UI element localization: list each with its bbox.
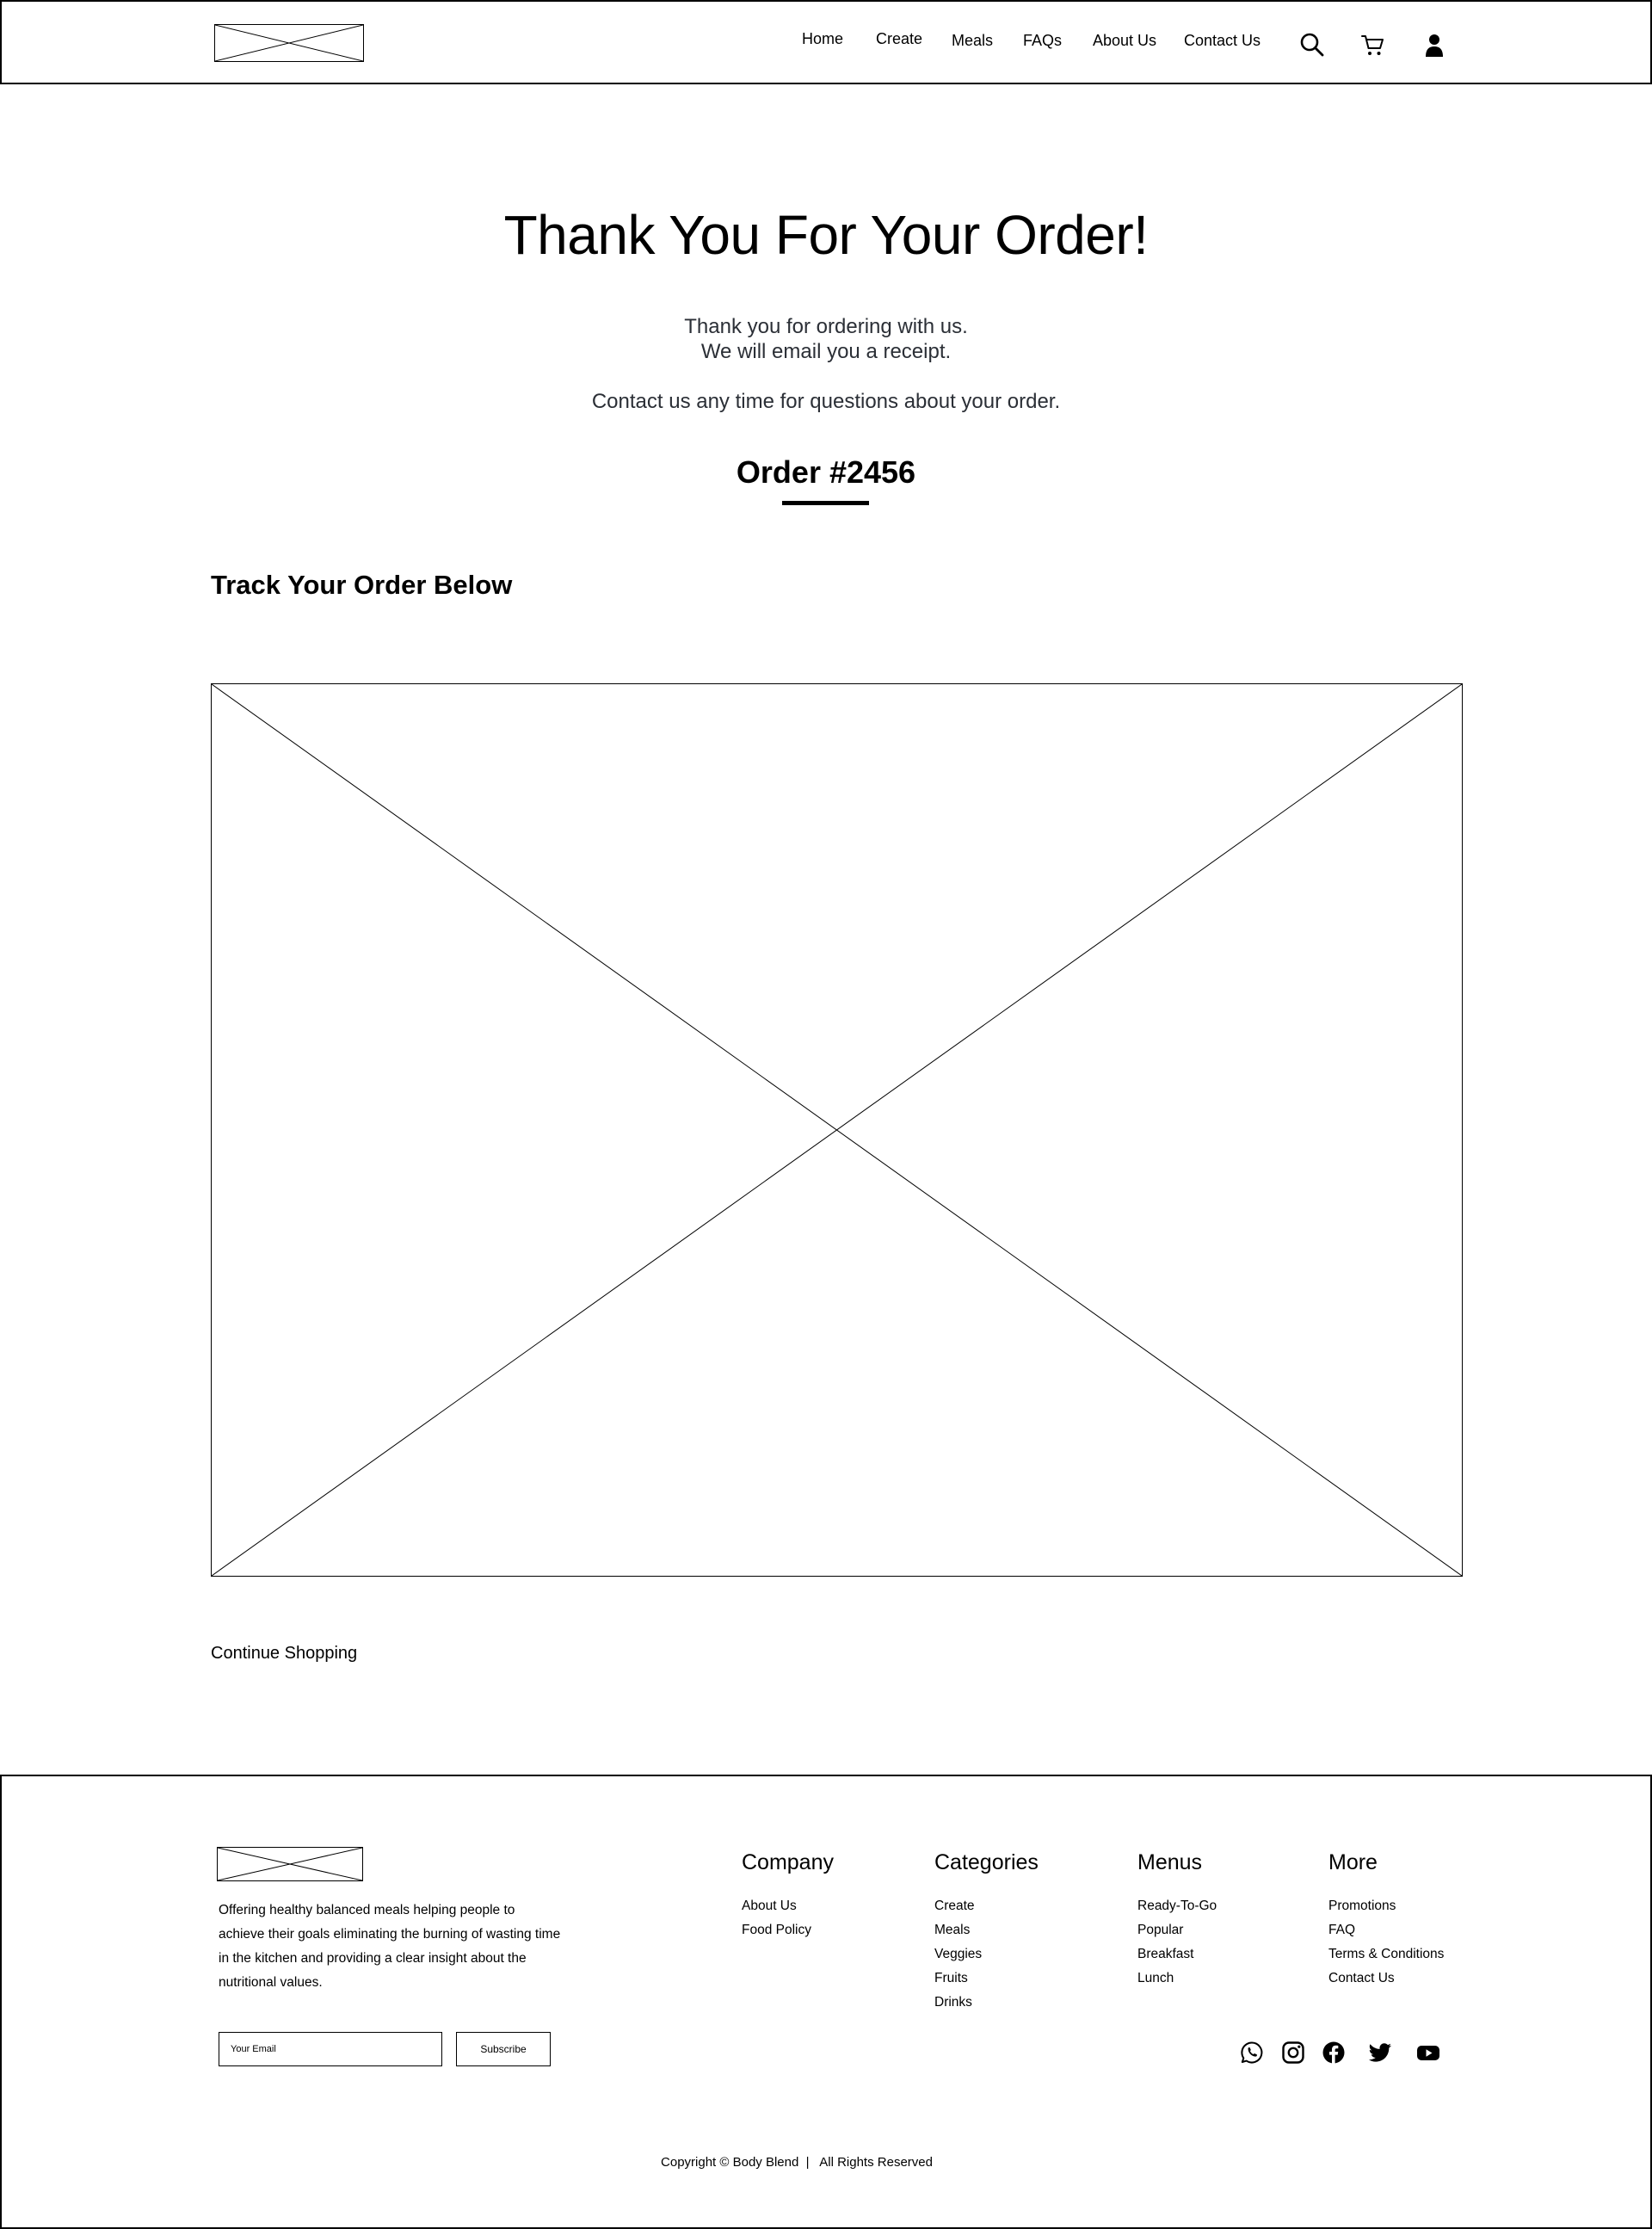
- nav-contact-us[interactable]: Contact Us: [1184, 32, 1261, 49]
- nav-faqs[interactable]: FAQs: [1023, 32, 1063, 49]
- footer-description: Offering healthy balanced meals helping people to achieve their goals eliminating the burning of wasting time in the kitchen and providing a clear insight about the nutritional values.: [219, 1903, 561, 1990]
- footer-column-title: Menus: [1137, 1850, 1203, 1874]
- footer-link-faq[interactable]: FAQ: [1328, 1923, 1356, 1937]
- order-number: Order #2456: [736, 454, 916, 490]
- footer-link-lunch[interactable]: Lunch: [1137, 1971, 1174, 1985]
- footer-link-terms[interactable]: Terms & Conditions: [1328, 1947, 1445, 1961]
- footer-link-ready-to-go[interactable]: Ready-To-Go: [1137, 1899, 1217, 1913]
- footer-logo-placeholder[interactable]: [217, 1847, 363, 1881]
- subscribe-button[interactable]: Subscribe: [456, 2032, 551, 2066]
- footer-link-popular[interactable]: Popular: [1137, 1923, 1184, 1937]
- footer-link-promotions[interactable]: Promotions: [1328, 1899, 1396, 1913]
- footer-link-about-us[interactable]: About Us: [742, 1899, 797, 1913]
- footer-link-food-policy[interactable]: Food Policy: [742, 1923, 811, 1937]
- site-header: [0, 0, 1652, 84]
- track-order-heading: Track Your Order Below: [211, 570, 513, 600]
- continue-shopping-link[interactable]: Continue Shopping: [211, 1644, 358, 1663]
- copyright-text: Copyright © Body Blend | All Rights Reserved: [661, 2155, 933, 2170]
- newsletter-email-input[interactable]: [219, 2032, 442, 2066]
- instagram-icon[interactable]: [1280, 2040, 1306, 2065]
- footer-column-title: Categories: [934, 1850, 1039, 1874]
- cart-icon[interactable]: [1359, 32, 1387, 59]
- youtube-icon[interactable]: [1415, 2040, 1441, 2065]
- footer-link-drinks[interactable]: Drinks: [934, 1995, 972, 2010]
- site-footer: [0, 1775, 1652, 2229]
- facebook-icon[interactable]: [1321, 2040, 1347, 2065]
- nav-create[interactable]: Create: [876, 30, 923, 47]
- footer-column-title: More: [1328, 1850, 1378, 1874]
- footer-link-contact-us[interactable]: Contact Us: [1328, 1971, 1395, 1985]
- order-number-underline: [782, 501, 869, 505]
- thank-you-message: Thank you for ordering with us.: [684, 315, 968, 338]
- nav-meals[interactable]: Meals: [952, 32, 994, 49]
- contact-message: Contact us any time for questions about your order.: [591, 390, 1061, 413]
- footer-column-categories: [934, 1850, 1039, 2015]
- footer-link-veggies[interactable]: Veggies: [934, 1947, 983, 1961]
- footer-link-meals[interactable]: Meals: [934, 1923, 971, 1937]
- nav-home[interactable]: Home: [802, 30, 844, 47]
- search-icon[interactable]: [1298, 31, 1326, 59]
- footer-column-menus: [1137, 1850, 1217, 1991]
- footer-column-title: Company: [742, 1850, 834, 1874]
- user-icon[interactable]: [1421, 31, 1448, 59]
- twitter-icon[interactable]: [1367, 2040, 1393, 2065]
- footer-column-company: [742, 1850, 834, 1942]
- header-logo-placeholder[interactable]: [214, 24, 364, 62]
- footer-link-breakfast[interactable]: Breakfast: [1137, 1947, 1194, 1961]
- nav-about-us[interactable]: About Us: [1093, 32, 1157, 49]
- receipt-message: We will email you a receipt.: [700, 340, 952, 363]
- page-title: Thank You For Your Order!: [503, 204, 1149, 266]
- footer-column-more: [1328, 1850, 1444, 1991]
- footer-link-create[interactable]: Create: [934, 1899, 975, 1913]
- order-tracking-placeholder: [211, 683, 1463, 1577]
- whatsapp-icon[interactable]: [1239, 2040, 1265, 2065]
- footer-link-fruits[interactable]: Fruits: [934, 1971, 968, 1985]
